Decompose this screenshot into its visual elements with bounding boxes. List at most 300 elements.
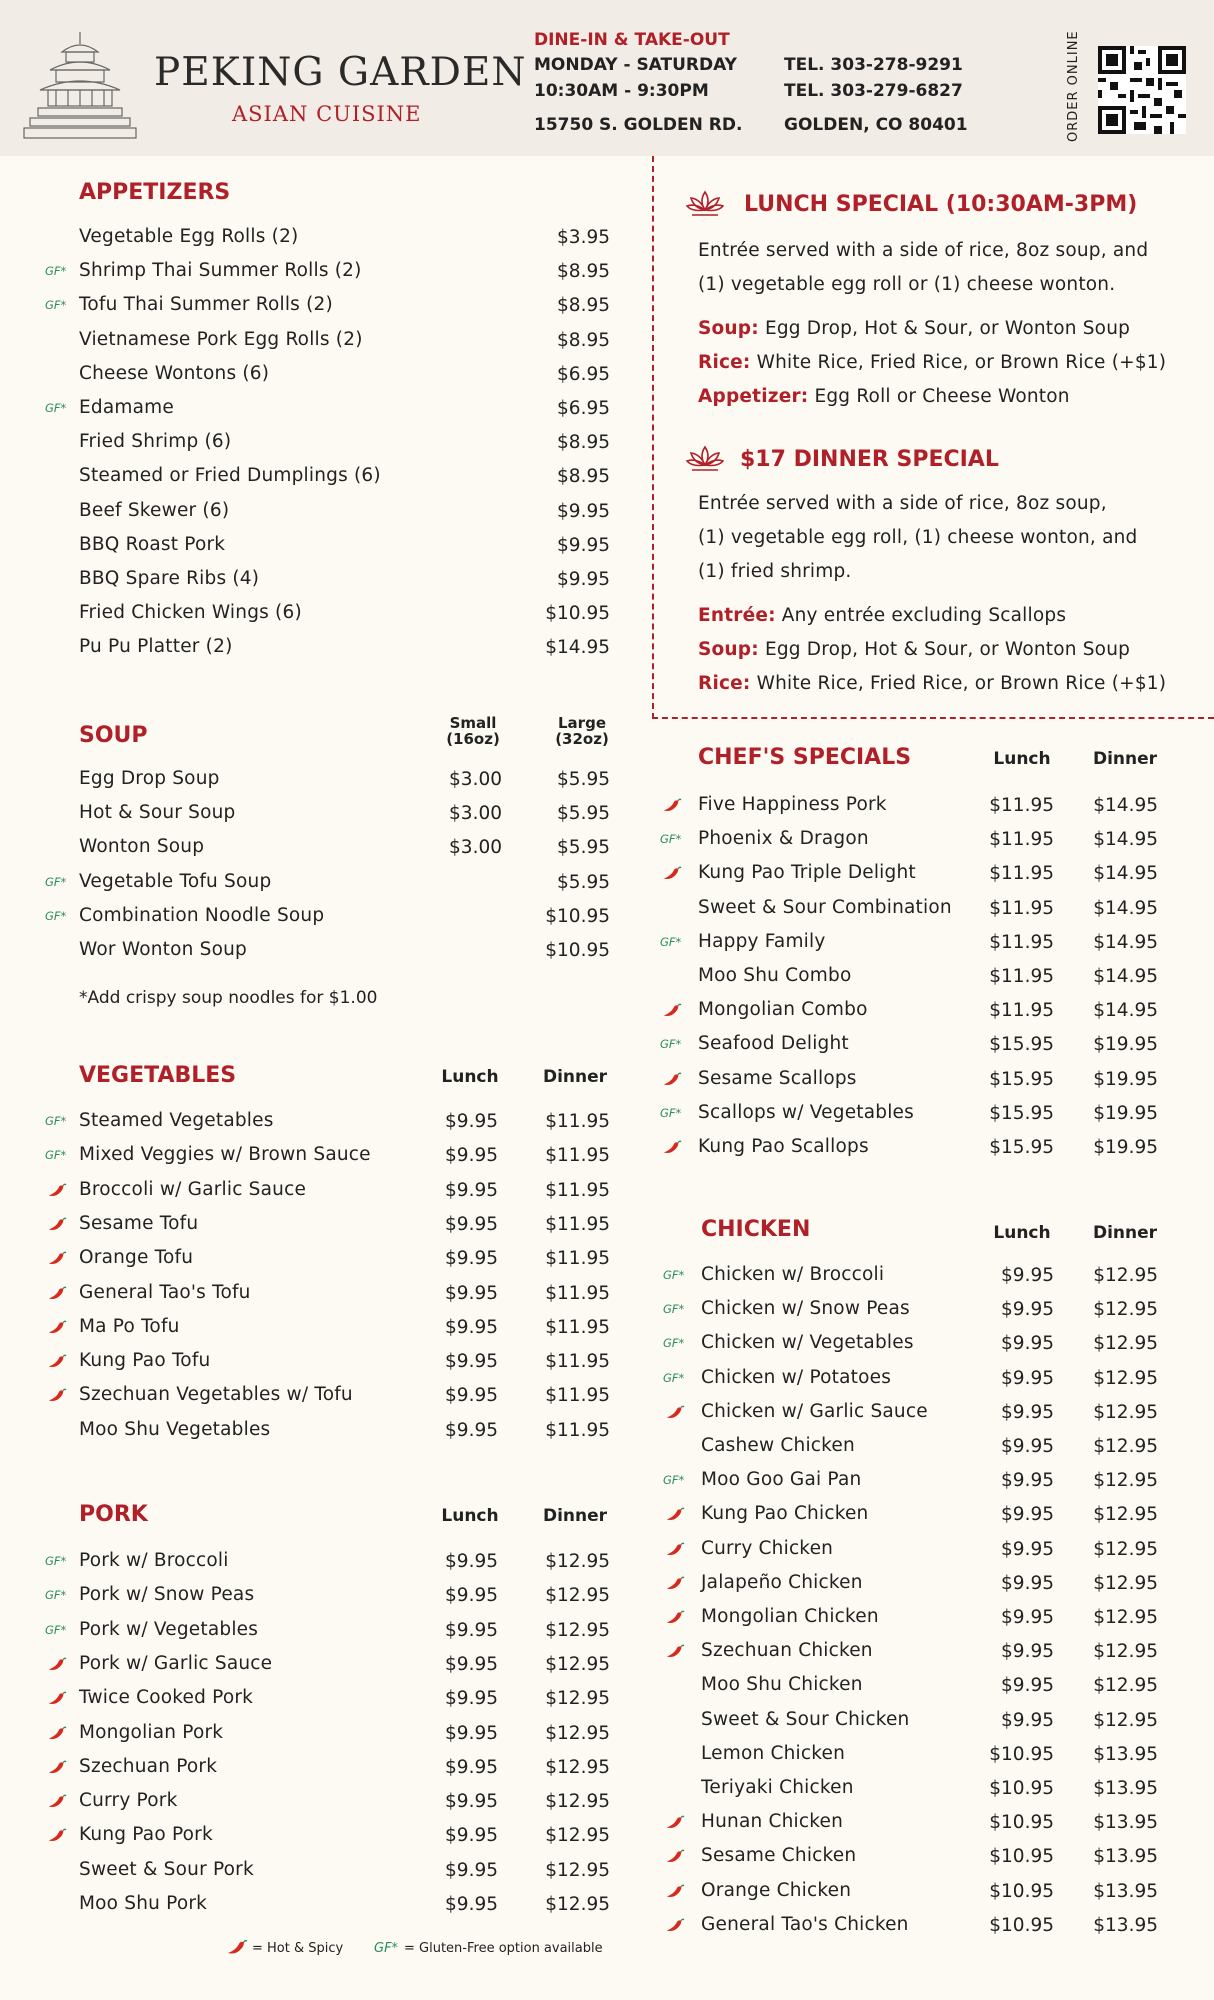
- menu-item-price-lunch: $9.95: [445, 1894, 498, 1915]
- chili-pepper-icon: [665, 1542, 685, 1558]
- menu-item-price-lunch: $11.95: [989, 931, 1054, 953]
- menu-item-name: Chicken w/ Potatoes: [701, 1366, 892, 1388]
- gf-icon: GF*: [663, 1336, 685, 1351]
- menu-item-price-lunch: $9.95: [1001, 1436, 1054, 1457]
- menu-item-price-dinner: $12.95: [545, 1619, 610, 1641]
- menu-item-row: [0, 905, 620, 939]
- menu-item-price-dinner: $12.95: [1093, 1572, 1158, 1594]
- menu-item-name: Kung Pao Scallops: [698, 1136, 869, 1157]
- menu-item-name: Hot & Sour Soup: [79, 802, 236, 824]
- menu-item-row: [652, 1435, 1214, 1469]
- chili-pepper-icon: [662, 1140, 682, 1156]
- menu-item-name: Teriyaki Chicken: [701, 1777, 854, 1798]
- menu-item-price-dinner: $12.95: [545, 1551, 610, 1572]
- menu-item-row: [0, 1584, 620, 1618]
- menu-item-price-dinner: $14.95: [1093, 966, 1158, 987]
- menu-item-row: [0, 294, 620, 328]
- menu-item-row: [652, 1709, 1214, 1743]
- menu-item-price-dinner: $19.95: [1093, 1102, 1158, 1124]
- menu-item-price-dinner: $13.95: [1093, 1743, 1158, 1765]
- menu-item-name: Moo Shu Vegetables: [79, 1418, 271, 1440]
- menu-item-row: [652, 1367, 1214, 1401]
- menu-item-price-price: $10.95: [545, 603, 610, 625]
- menu-item-row: [0, 534, 620, 568]
- menu-item-row: [0, 1722, 620, 1756]
- menu-item-price-dinner: $12.95: [1093, 1504, 1158, 1526]
- menu-item-row: [0, 802, 620, 836]
- menu-item-price-lunch: $9.95: [445, 1419, 498, 1441]
- chefs-specials-section: [652, 745, 1214, 1165]
- menu-item-name: Chicken w/ Snow Peas: [701, 1298, 910, 1320]
- chili-pepper-icon: [47, 1183, 67, 1199]
- menu-item-price-lunch: $9.95: [445, 1213, 498, 1235]
- open-days: MONDAY - SATURDAY: [534, 55, 737, 75]
- lunch-rice-value: White Rice, Fried Rice, or Brown Rice (+$1): [756, 352, 1167, 373]
- lunch-soup-label: Soup:: [698, 318, 759, 339]
- menu-item-row: [0, 1687, 620, 1721]
- menu-item-name: Kung Pao Pork: [79, 1824, 213, 1846]
- gf-icon: GF*: [663, 1370, 685, 1385]
- menu-item-row: [0, 1756, 620, 1790]
- chefs-specials-title: CHEF'S SPECIALS: [698, 745, 912, 770]
- lunch-app-value: Egg Roll or Cheese Wonton: [814, 386, 1070, 407]
- menu-item-price-price: $14.95: [545, 637, 610, 659]
- menu-item-row: [652, 1068, 1214, 1102]
- lotus-icon: [686, 443, 724, 473]
- menu-item-price-lunch: $10.95: [989, 1778, 1054, 1799]
- menu-item-row: [0, 431, 620, 465]
- menu-item-row: [652, 1777, 1214, 1811]
- menu-item-price-price: $8.95: [557, 432, 610, 454]
- menu-item-name: Orange Tofu: [79, 1247, 194, 1269]
- menu-item-row: [652, 965, 1214, 999]
- menu-item-price-price: $8.95: [557, 329, 610, 351]
- menu-item-name: Pork w/ Broccoli: [79, 1550, 229, 1571]
- dinner-soup-label: Soup:: [698, 639, 759, 660]
- menu-item-name: Szechuan Vegetables w/ Tofu: [79, 1384, 353, 1406]
- menu-item-row: [652, 1332, 1214, 1366]
- menu-item-price-dinner: $14.95: [1093, 931, 1158, 953]
- menu-item-name: Tofu Thai Summer Rolls (2): [79, 294, 333, 316]
- menu-item-price-lunch: $9.95: [445, 1688, 498, 1710]
- menu-item-price-lunch: $10.95: [989, 1743, 1054, 1765]
- menu-item-row: [0, 1316, 620, 1350]
- menu-item-row: [652, 1845, 1214, 1879]
- gf-icon: GF*: [660, 832, 682, 847]
- menu-item-price-price: $3.95: [557, 227, 610, 248]
- lunch-special-title: LUNCH SPECIAL (10:30AM-3PM): [744, 192, 1138, 217]
- chili-pepper-icon: [665, 1576, 685, 1592]
- menu-item-price-dinner: $12.95: [1093, 1675, 1158, 1697]
- menu-item-price-lunch: $10.95: [989, 1846, 1054, 1868]
- menu-item-name: Kung Pao Triple Delight: [698, 862, 916, 884]
- menu-item-price-small: $3.00: [449, 769, 502, 790]
- menu-item-row: [652, 1401, 1214, 1435]
- menu-item-price-dinner: $13.95: [1093, 1846, 1158, 1868]
- menu-item-name: Curry Pork: [79, 1790, 178, 1812]
- gf-icon: GF*: [660, 1037, 682, 1052]
- menu-item-price-lunch: $9.95: [1001, 1265, 1054, 1286]
- menu-item-price-lunch: $11.95: [989, 897, 1054, 919]
- menu-item-price-lunch: $15.95: [989, 1068, 1054, 1090]
- menu-item-price-dinner: $11.95: [545, 1351, 610, 1373]
- dinner-rice-label: Rice:: [698, 673, 751, 694]
- menu-item-row: [0, 768, 620, 802]
- menu-item-name: Sweet & Sour Combination: [698, 896, 952, 918]
- menu-item-price-lunch: $10.95: [989, 1880, 1054, 1902]
- soup-title: SOUP: [79, 723, 148, 748]
- menu-item-price-lunch: $11.95: [989, 795, 1054, 816]
- menu-item-name: Kung Pao Tofu: [79, 1350, 211, 1372]
- menu-item-name: Egg Drop Soup: [79, 768, 220, 789]
- menu-item-price-dinner: $13.95: [1093, 1914, 1158, 1936]
- menu-item-row: [652, 1880, 1214, 1914]
- legend-gf-label: = Gluten-Free option available: [404, 1941, 603, 1956]
- menu-item-name: Mongolian Pork: [79, 1721, 224, 1743]
- menu-item-price-dinner: $13.95: [1093, 1812, 1158, 1834]
- menu-item-price-lunch: $9.95: [445, 1859, 498, 1881]
- menu-item-name: Pu Pu Platter (2): [79, 636, 233, 658]
- menu-item-price-large: $5.95: [557, 837, 610, 859]
- dinner-special-soup: [698, 639, 1130, 660]
- vegetables-section: [0, 1063, 620, 1463]
- menu-item-row: [652, 1503, 1214, 1537]
- menu-item-price-lunch: $9.95: [445, 1722, 498, 1744]
- menu-item-name: Moo Shu Pork: [79, 1893, 208, 1914]
- restaurant-subtitle: ASIAN CUISINE: [232, 102, 422, 126]
- menu-item-name: Ma Po Tofu: [79, 1315, 180, 1337]
- chili-pepper-icon: [47, 1657, 67, 1673]
- menu-item-price-dinner: $11.95: [545, 1145, 610, 1167]
- phone-1: TEL. 303-278-9291: [784, 55, 963, 75]
- menu-item-name: Sweet & Sour Pork: [79, 1858, 254, 1880]
- menu-item-name: Five Happiness Pork: [698, 794, 887, 815]
- menu-item-price-lunch: $9.95: [1001, 1470, 1054, 1492]
- menu-item-name: Mixed Veggies w/ Brown Sauce: [79, 1144, 371, 1166]
- menu-item-name: Moo Shu Combo: [698, 965, 852, 986]
- menu-item-row: [652, 931, 1214, 965]
- menu-item-name: Beef Skewer (6): [79, 499, 230, 521]
- gf-icon: GF*: [45, 1622, 67, 1637]
- vegetables-title: VEGETABLES: [79, 1063, 237, 1088]
- lunch-soup-value: Egg Drop, Hot & Sour, or Wonton Soup: [764, 318, 1131, 339]
- menu-item-name: General Tao's Tofu: [79, 1281, 251, 1303]
- menu-item-name: Chicken w/ Vegetables: [701, 1332, 914, 1354]
- gf-icon: GF*: [660, 934, 682, 949]
- menu-item-name: Wor Wonton Soup: [79, 939, 247, 960]
- menu-item-row: [0, 1179, 620, 1213]
- menu-item-name: Scallops w/ Vegetables: [698, 1101, 914, 1123]
- open-hours: 10:30AM - 9:30PM: [534, 81, 709, 101]
- menu-item-price-lunch: $9.95: [445, 1551, 498, 1572]
- menu-item-price-dinner: $14.95: [1093, 829, 1158, 851]
- menu-item-price-dinner: $12.95: [545, 1894, 610, 1915]
- chicken-col-lunch: Lunch: [993, 1223, 1051, 1243]
- menu-item-row: [0, 1824, 620, 1858]
- menu-item-name: Broccoli w/ Garlic Sauce: [79, 1178, 307, 1200]
- menu-item-row: [0, 329, 620, 363]
- menu-item-name: Jalapeño Chicken: [701, 1571, 863, 1593]
- menu-item-price-dinner: $12.95: [545, 1791, 610, 1813]
- menu-item-name: Steamed or Fried Dumplings (6): [79, 465, 381, 487]
- lotus-icon: [686, 188, 724, 218]
- menu-item-price-lunch: $11.95: [989, 829, 1054, 851]
- chili-pepper-icon: [47, 1286, 67, 1302]
- chili-pepper-icon: [47, 1320, 67, 1336]
- menu-item-price-dinner: $12.95: [545, 1722, 610, 1744]
- menu-item-price-dinner: $19.95: [1093, 1068, 1158, 1090]
- menu-item-price-lunch: $9.95: [1001, 1538, 1054, 1560]
- menu-item-price-dinner: $12.95: [1093, 1538, 1158, 1560]
- menu-item-name: Steamed Vegetables: [79, 1110, 274, 1131]
- gf-icon: GF*: [374, 1941, 399, 1956]
- dinner-soup-value: Egg Drop, Hot & Sour, or Wonton Soup: [764, 639, 1131, 660]
- dinner-rice-value: White Rice, Fried Rice, or Brown Rice (+$1): [756, 673, 1167, 694]
- dinner-special-desc-3: (1) fried shrimp.: [698, 561, 852, 582]
- menu-item-row: [0, 1550, 620, 1584]
- menu-item-name: Vegetable Tofu Soup: [79, 870, 272, 892]
- qr-code-icon[interactable]: [1098, 46, 1186, 134]
- chili-pepper-icon: [665, 1884, 685, 1900]
- menu-item-price-lunch: $9.95: [445, 1385, 498, 1407]
- menu-item-price-price: $6.95: [557, 398, 610, 419]
- menu-item-price-large: $10.95: [545, 905, 610, 927]
- dinner-special-rice: [698, 673, 1166, 694]
- menu-item-row: [652, 794, 1214, 828]
- menu-item-name: Curry Chicken: [701, 1537, 834, 1559]
- menu-item-row: [652, 897, 1214, 931]
- menu-item-price-dinner: $11.95: [545, 1419, 610, 1441]
- menu-item-row: [0, 1350, 620, 1384]
- menu-item-price-lunch: $11.95: [989, 966, 1054, 987]
- menu-item-row: [0, 363, 620, 397]
- menu-item-price-lunch: $9.95: [445, 1619, 498, 1641]
- lunch-special-soup: [698, 318, 1130, 339]
- menu-item-price-dinner: $11.95: [545, 1248, 610, 1270]
- service-type: DINE-IN & TAKE-OUT: [534, 30, 730, 50]
- menu-item-price-lunch: $11.95: [989, 1000, 1054, 1022]
- menu-item-price-dinner: $14.95: [1093, 897, 1158, 919]
- menu-item-row: [0, 1790, 620, 1824]
- menu-item-row: [0, 1213, 620, 1247]
- menu-item-row: [0, 1282, 620, 1316]
- menu-item-row: [0, 939, 620, 973]
- menu-item-price-dinner: $12.95: [1093, 1641, 1158, 1663]
- menu-item-price-dinner: $11.95: [545, 1282, 610, 1304]
- gf-icon: GF*: [45, 1148, 67, 1163]
- menu-item-name: Lemon Chicken: [701, 1742, 846, 1764]
- phone-2: TEL. 303-279-6827: [784, 81, 963, 101]
- dinner-special-entree: [698, 605, 1066, 626]
- chili-pepper-icon: [47, 1691, 67, 1707]
- dinner-special-desc-2: (1) vegetable egg roll, (1) cheese wonton, and: [698, 527, 1138, 548]
- restaurant-name: PEKING GARDEN: [154, 50, 527, 95]
- menu-item-row: [0, 602, 620, 636]
- menu-item-price-dinner: $12.95: [545, 1859, 610, 1881]
- menu-item-price-dinner: $19.95: [1093, 1034, 1158, 1056]
- menu-item-price-lunch: $9.95: [1001, 1607, 1054, 1628]
- menu-item-price-lunch: $9.95: [1001, 1367, 1054, 1389]
- menu-item-price-lunch: $9.95: [1001, 1641, 1054, 1663]
- soup-col-small-label: Small: [449, 714, 497, 732]
- chefs-col-lunch: Lunch: [993, 749, 1051, 769]
- appetizers-title: APPETIZERS: [79, 180, 231, 205]
- menu-item-name: Phoenix & Dragon: [698, 828, 869, 850]
- menu-item-name: Mongolian Combo: [698, 999, 868, 1021]
- gf-icon: GF*: [663, 1268, 685, 1282]
- menu-item-name: Szechuan Chicken: [701, 1640, 873, 1662]
- menu-item-name: Vietnamese Pork Egg Rolls (2): [79, 328, 363, 350]
- chicken-col-dinner: Dinner: [1092, 1223, 1158, 1243]
- menu-item-row: [652, 1914, 1214, 1948]
- menu-item-row: [0, 568, 620, 602]
- menu-item-name: Cashew Chicken: [701, 1435, 855, 1456]
- menu-item-name: Combination Noodle Soup: [79, 904, 325, 926]
- gf-icon: GF*: [45, 874, 67, 889]
- menu-item-name: Sesame Scallops: [698, 1067, 857, 1089]
- menu-item-price-dinner: $11.95: [545, 1179, 610, 1201]
- menu-item-name: Moo Goo Gai Pan: [701, 1469, 862, 1491]
- menu-item-row: [0, 1893, 620, 1927]
- menu-item-price-dinner: $12.95: [545, 1585, 610, 1607]
- chili-pepper-icon: [47, 1726, 67, 1742]
- appetizers-section: [0, 180, 620, 660]
- menu-item-price-dinner: $11.95: [545, 1213, 610, 1235]
- menu-item-name: Hunan Chicken: [701, 1811, 844, 1833]
- soup-note: *Add crispy soup noodles for $1.00: [79, 988, 378, 1008]
- gf-icon: GF*: [45, 908, 67, 923]
- pork-section: [0, 1502, 620, 1922]
- menu-item-name: Twice Cooked Pork: [79, 1687, 254, 1709]
- lunch-special-rice: [698, 352, 1166, 373]
- menu-item-name: Pork w/ Garlic Sauce: [79, 1652, 273, 1674]
- menu-item-row: [652, 862, 1214, 896]
- gf-icon: GF*: [45, 1554, 67, 1568]
- soup-col-large: [549, 715, 615, 747]
- menu-item-price-dinner: $12.95: [545, 1688, 610, 1710]
- menu-item-price-lunch: $9.95: [445, 1179, 498, 1201]
- menu-item-price-dinner: $11.95: [545, 1111, 610, 1132]
- menu-item-price-dinner: $12.95: [545, 1825, 610, 1847]
- gf-icon: GF*: [45, 264, 67, 279]
- city-state-zip: GOLDEN, CO 80401: [784, 115, 968, 135]
- menu-item-price-dinner: $12.95: [1093, 1367, 1158, 1389]
- chicken-title: CHICKEN: [701, 1217, 811, 1242]
- menu-item-name: Pork w/ Snow Peas: [79, 1584, 255, 1606]
- menu-item-name: General Tao's Chicken: [701, 1913, 909, 1935]
- menu-item-price-dinner: $12.95: [1093, 1470, 1158, 1492]
- menu-item-price-lunch: $9.95: [445, 1316, 498, 1338]
- menu-item-row: [0, 397, 620, 431]
- chili-pepper-icon: [47, 1828, 67, 1844]
- chili-pepper-icon: [226, 1940, 248, 1956]
- menu-item-row: [0, 1859, 620, 1893]
- menu-item-price-lunch: $9.95: [445, 1653, 498, 1675]
- menu-item-name: Fried Chicken Wings (6): [79, 602, 302, 624]
- menu-item-price-price: $9.95: [557, 534, 610, 556]
- chili-pepper-icon: [662, 798, 682, 814]
- menu-item-row: [652, 999, 1214, 1033]
- chili-pepper-icon: [665, 1849, 685, 1865]
- menu-item-price-dinner: $12.95: [1093, 1299, 1158, 1321]
- gf-icon: GF*: [663, 1302, 685, 1317]
- menu-item-price-lunch: $10.95: [989, 1914, 1054, 1936]
- menu-item-price-price: $6.95: [557, 363, 610, 385]
- chili-pepper-icon: [662, 1003, 682, 1019]
- menu-item-row: [652, 1811, 1214, 1845]
- chili-pepper-icon: [47, 1760, 67, 1776]
- menu-item-row: [652, 1640, 1214, 1674]
- menu-item-price-lunch: $9.95: [445, 1248, 498, 1270]
- pork-col-dinner: Dinner: [542, 1506, 608, 1526]
- menu-item-price-lunch: $9.95: [445, 1825, 498, 1847]
- menu-item-name: Kung Pao Chicken: [701, 1503, 869, 1525]
- menu-item-price-price: $8.95: [557, 261, 610, 283]
- menu-item-name: Orange Chicken: [701, 1879, 852, 1901]
- menu-item-price-lunch: $9.95: [1001, 1675, 1054, 1697]
- menu-item-row: [652, 1469, 1214, 1503]
- menu-item-price-large: $5.95: [557, 769, 610, 790]
- chicken-section: [652, 1217, 1214, 1947]
- chili-pepper-icon: [662, 866, 682, 882]
- menu-item-row: [652, 1136, 1214, 1170]
- menu-item-price-dinner: $11.95: [545, 1385, 610, 1407]
- vegetables-col-lunch: Lunch: [441, 1067, 499, 1087]
- pork-title: PORK: [79, 1502, 148, 1527]
- dinner-special-desc-1: Entrée served with a side of rice, 8oz soup,: [698, 493, 1107, 514]
- menu-item-row: [652, 1538, 1214, 1572]
- menu-item-row: [0, 836, 620, 870]
- menu-item-price-lunch: $9.95: [1001, 1333, 1054, 1355]
- lunch-rice-label: Rice:: [698, 352, 751, 373]
- menu-item-price-price: $9.95: [557, 500, 610, 522]
- menu-item-price-small: $3.00: [449, 837, 502, 859]
- order-online-label: ORDER ONLINE: [1066, 30, 1081, 142]
- gf-icon: GF*: [45, 1588, 67, 1603]
- lunch-special-desc-2: (1) vegetable egg roll or (1) cheese wonton.: [698, 274, 1116, 295]
- menu-item-price-dinner: $19.95: [1093, 1137, 1158, 1158]
- menu-item-row: [0, 1144, 620, 1178]
- menu-item-price-dinner: $12.95: [1093, 1709, 1158, 1731]
- menu-item-row: [652, 828, 1214, 862]
- menu-item-price-lunch: $9.95: [1001, 1401, 1054, 1423]
- menu-item-name: Wonton Soup: [79, 836, 205, 858]
- specials-box: [652, 156, 1214, 719]
- menu-item-price-lunch: $9.95: [445, 1351, 498, 1373]
- menu-item-price-dinner: $12.95: [1093, 1333, 1158, 1355]
- menu-item-row: [652, 1264, 1214, 1298]
- menu-item-price-large: $10.95: [545, 940, 610, 961]
- chili-pepper-icon: [47, 1388, 67, 1404]
- menu-item-name: Moo Shu Chicken: [701, 1674, 863, 1696]
- menu-item-name: Vegetable Egg Rolls (2): [79, 226, 299, 247]
- menu-item-row: [0, 465, 620, 499]
- vegetables-col-dinner: Dinner: [542, 1067, 608, 1087]
- gf-icon: GF*: [45, 1114, 67, 1128]
- menu-item-name: Chicken w/ Garlic Sauce: [701, 1400, 928, 1422]
- chili-pepper-icon: [665, 1918, 685, 1934]
- menu-item-row: [652, 1298, 1214, 1332]
- menu-item-name: Chicken w/ Broccoli: [701, 1264, 885, 1285]
- lunch-special-appetizer: [698, 386, 1070, 407]
- menu-item-name: Fried Shrimp (6): [79, 431, 232, 453]
- lunch-app-label: Appetizer:: [698, 386, 809, 407]
- menu-item-price-dinner: $12.95: [1093, 1436, 1158, 1457]
- menu-item-name: Sweet & Sour Chicken: [701, 1708, 910, 1730]
- menu-item-row: [0, 1110, 620, 1144]
- menu-item-price-large: $5.95: [557, 871, 610, 893]
- chili-pepper-icon: [665, 1815, 685, 1831]
